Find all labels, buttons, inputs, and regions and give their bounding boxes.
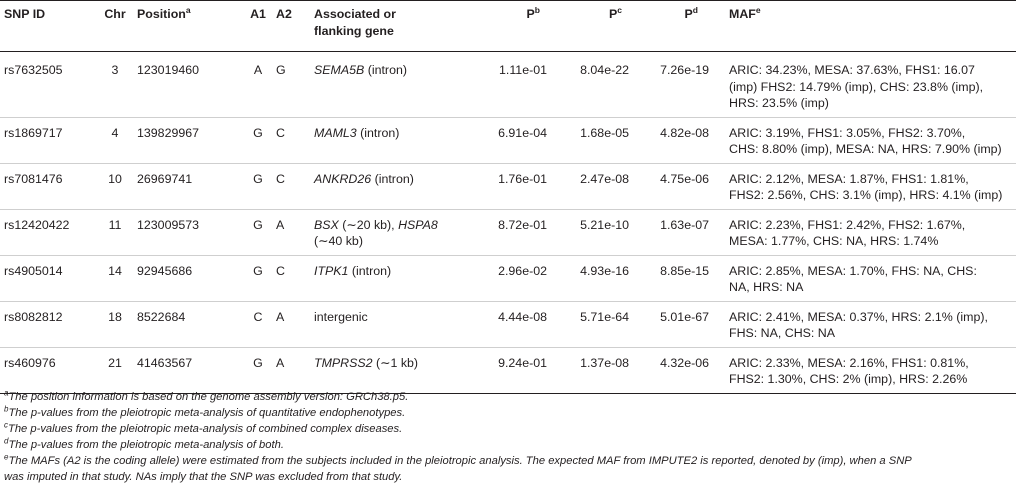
cell-position: 41463567 (137, 355, 193, 370)
gene-name: TMPRSS2 (314, 355, 373, 370)
maf-line: ARIC: 2.23%, FHS1: 2.42%, FHS2: 1.67%, (729, 217, 966, 232)
cell-snp: rs7081476 (4, 171, 63, 186)
cell-maf (711, 117, 1016, 163)
cell-p-b: 1.76e-01 (498, 171, 547, 186)
cell-gene (314, 209, 481, 255)
gene-location: (∼40 kb) (314, 234, 363, 248)
header-a2 (276, 1, 314, 52)
header-p-d (631, 1, 711, 52)
maf-line: CHS: 8.80% (imp), MESA: NA, HRS: 7.90% (imp) (729, 142, 1002, 156)
maf-line: HRS: 23.5% (imp) (729, 96, 829, 110)
gene-location: (intron) (371, 171, 414, 186)
cell-position: 139829967 (137, 125, 200, 140)
maf-line: FHS2: 2.56%, CHS: 3.1% (imp), HRS: 4.1% (imp) (729, 188, 1003, 202)
header-chr-label: Chr (104, 7, 126, 21)
footnote-b-text: The p-values from the pleiotropic meta-analysis of quantitative endophenotypes. (8, 407, 406, 419)
footnote-marker-a: a (185, 4, 191, 15)
footnote-marker-e: e (755, 4, 761, 15)
header-maf (711, 1, 1016, 52)
maf-line: (imp) FHS2: 14.79% (imp), CHS: 23.8% (imp), (729, 79, 984, 94)
gene-name: HSPA8 (398, 217, 438, 232)
cell-p-c: 1.37e-08 (580, 355, 629, 370)
footnote-e-marker: e (4, 452, 9, 462)
cell-a1: A (253, 63, 263, 77)
footnote-e-text: was imputed in that study. NAs imply that the SNP was excluded from that study. (4, 471, 403, 483)
cell-p-c: 1.68e-05 (580, 125, 629, 140)
cell-p-c: 4.93e-16 (580, 263, 629, 278)
cell-position: 123009573 (137, 217, 200, 232)
cell-snp: rs8082812 (4, 309, 63, 324)
header-p-b (481, 1, 551, 52)
cell-maf (711, 347, 1016, 393)
header-gene-line1: Associated or (314, 7, 396, 21)
footnote-c-text: The p-values from the pleiotropic meta-analysis of combined complex diseases. (8, 423, 403, 435)
header-a1 (240, 1, 276, 52)
header-gene-line2: flanking gene (314, 23, 394, 38)
cell-gene (314, 347, 481, 393)
cell-p-b: 9.24e-01 (498, 355, 547, 370)
footnote-d-text: The p-values from the pleiotropic meta-analysis of both. (8, 439, 284, 451)
cell-snp: rs460976 (4, 355, 56, 370)
cell-chr: 4 (111, 125, 119, 140)
gene-location: (intron) (348, 263, 392, 278)
table-row (0, 117, 1016, 163)
maf-line: ARIC: 3.19%, FHS1: 3.05%, FHS2: 3.70%, (729, 125, 966, 140)
footnote-a (4, 389, 1012, 405)
maf-line: FHS: NA, CHS: NA (729, 326, 836, 340)
header-a2-label: A2 (276, 7, 292, 21)
cell-a1: G (253, 125, 263, 140)
maf-line: ARIC: 2.12%, MESA: 1.87%, FHS1: 1.81%, (729, 171, 969, 186)
cell-maf (711, 255, 1016, 301)
cell-snp: rs12420422 (4, 217, 70, 232)
cell-a1: G (253, 217, 263, 232)
header-chr (93, 1, 137, 52)
footnote-e-text: The MAFs (A2 is the coding allele) were estimated from the subjects included in the pleiotropic analysis. The expected MAF from IMPUTE2 is reported, denoted by (imp), when a SNP (8, 455, 912, 467)
cell-maf (711, 209, 1016, 255)
gene-location: (∼20 kb), (338, 217, 399, 232)
cell-a2: A (276, 355, 285, 370)
table-footnotes (4, 389, 1012, 485)
cell-position: 123019460 (137, 63, 200, 77)
table-header (0, 1, 1016, 52)
header-gene (314, 1, 481, 52)
cell-gene (314, 52, 481, 118)
cell-position: 26969741 (137, 171, 193, 186)
cell-chr: 18 (108, 309, 122, 324)
footnote-b (4, 405, 1012, 421)
maf-line: ARIC: 34.23%, MESA: 37.63%, FHS1: 16.07 (729, 63, 975, 77)
cell-snp: rs4905014 (4, 263, 63, 278)
cell-position: 92945686 (137, 263, 193, 278)
cell-chr: 21 (108, 355, 122, 370)
gene-name: MAML3 (314, 125, 357, 140)
cell-snp: rs7632505 (4, 63, 63, 77)
table-row (0, 347, 1016, 393)
cell-p-b: 2.96e-02 (498, 263, 547, 278)
gene-name: BSX (314, 217, 339, 232)
cell-p-d: 4.75e-06 (660, 171, 709, 186)
table-row (0, 255, 1016, 301)
cell-a1: G (253, 171, 263, 186)
gene-name: SEMA5B (314, 63, 365, 77)
cell-maf (711, 301, 1016, 347)
cell-p-d: 7.26e-19 (660, 63, 709, 77)
header-row (0, 1, 1016, 52)
gene-location: (∼1 kb) (372, 355, 419, 370)
header-pd-label: P (684, 7, 693, 21)
footnote-d-marker: d (4, 436, 9, 446)
footnote-d (4, 437, 1012, 453)
maf-line: NA, HRS: NA (729, 280, 804, 294)
header-position (137, 1, 240, 52)
table-body (0, 52, 1016, 394)
gene-name: ANKRD26 (314, 171, 372, 186)
cell-p-c: 8.04e-22 (580, 63, 629, 77)
cell-a1: G (253, 355, 263, 370)
cell-p-d: 4.32e-06 (660, 355, 709, 370)
table-row (0, 52, 1016, 118)
cell-p-d: 1.63e-07 (660, 217, 709, 232)
cell-p-b: 6.91e-04 (498, 125, 547, 140)
header-position-label: Position (137, 7, 186, 21)
header-a1-label: A1 (250, 7, 266, 21)
cell-a2: G (276, 63, 286, 77)
footnote-a-text: The position information is based on the genome assembly version: GRCh38.p5. (8, 391, 409, 403)
header-pc-label: P (609, 7, 618, 21)
cell-a1: C (253, 309, 263, 324)
footnote-marker-b: b (534, 4, 540, 15)
gene-location: (intron) (364, 63, 407, 77)
cell-a2: C (276, 263, 285, 278)
maf-line: ARIC: 2.33%, MESA: 2.16%, FHS1: 0.81%, (729, 355, 969, 370)
footnote-a-marker: a (4, 388, 9, 398)
cell-p-d: 8.85e-15 (660, 263, 709, 278)
footnote-marker-d: d (692, 4, 698, 15)
cell-gene (314, 117, 481, 163)
cell-gene: intergenic (314, 309, 368, 324)
table-row (0, 301, 1016, 347)
cell-p-c: 5.21e-10 (580, 217, 629, 232)
footnote-marker-c: c (617, 4, 622, 15)
cell-chr: 3 (111, 63, 119, 77)
cell-position: 8522684 (137, 309, 186, 324)
cell-p-b: 4.44e-08 (498, 309, 547, 324)
cell-p-b: 1.11e-01 (499, 63, 547, 77)
cell-maf (711, 163, 1016, 209)
cell-p-b: 8.72e-01 (498, 217, 547, 232)
footnote-e (4, 453, 1012, 485)
header-maf-label: MAF (729, 7, 756, 21)
cell-a2: C (276, 171, 285, 186)
cell-chr: 10 (108, 171, 122, 186)
gene-location: (intron) (356, 125, 400, 140)
cell-a2: A (276, 309, 285, 324)
cell-gene (314, 255, 481, 301)
cell-a2: A (276, 217, 285, 232)
header-pb-label: P (526, 7, 535, 21)
cell-gene (314, 163, 481, 209)
footnote-c (4, 421, 1012, 437)
gene-name: ITPK1 (314, 263, 349, 278)
cell-maf (711, 52, 1016, 118)
cell-chr: 14 (108, 263, 122, 278)
maf-line: FHS2: 1.30%, CHS: 2% (imp), HRS: 2.26% (729, 372, 968, 386)
cell-a1: G (253, 263, 263, 278)
cell-p-d: 5.01e-67 (660, 309, 709, 324)
cell-snp: rs1869717 (4, 125, 63, 140)
table-row (0, 163, 1016, 209)
maf-line: ARIC: 2.41%, MESA: 0.37%, HRS: 2.1% (imp), (729, 309, 988, 324)
footnote-b-marker: b (4, 404, 9, 414)
maf-line: ARIC: 2.85%, MESA: 1.70%, FHS: NA, CHS: (729, 263, 977, 278)
cell-chr: 11 (108, 217, 122, 232)
maf-line: MESA: 1.77%, CHS: NA, HRS: 1.74% (729, 234, 939, 248)
cell-p-c: 2.47e-08 (580, 171, 629, 186)
table-row (0, 209, 1016, 255)
header-p-c (551, 1, 631, 52)
cell-p-c: 5.71e-64 (580, 309, 629, 324)
header-snp-id (0, 1, 93, 52)
cell-p-d: 4.82e-08 (660, 125, 709, 140)
footnote-c-marker: c (4, 420, 8, 430)
header-snp-label: SNP ID (4, 7, 46, 21)
cell-a2: C (276, 125, 285, 140)
